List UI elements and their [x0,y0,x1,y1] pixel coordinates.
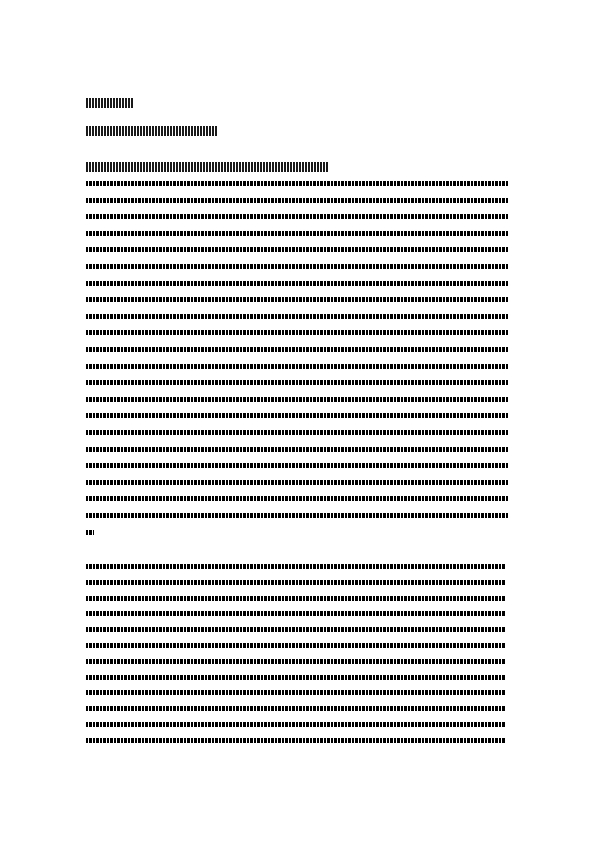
text-line [86,247,509,252]
text-line [86,380,509,385]
text-line [86,496,509,501]
text-line [86,611,506,616]
text-line [86,397,509,402]
text-line [86,722,506,727]
text-line [86,181,509,186]
text-line [86,314,509,319]
text-line [86,447,509,452]
section-heading-label [86,172,87,173]
text-line [86,675,506,680]
text-line [86,364,509,369]
header-line-2 [86,126,218,136]
section-heading-text [86,162,328,172]
text-line [86,413,509,418]
text-line [86,264,509,269]
text-line [86,690,506,695]
header-line-2-label [86,136,87,137]
text-line [86,596,506,601]
text-line [86,627,506,632]
text-line [86,580,506,585]
text-line [86,430,509,435]
text-line [86,297,509,302]
text-line [86,281,509,286]
text-line [86,330,509,335]
text-line [86,463,509,468]
text-line [86,643,506,648]
text-line [86,480,509,485]
header-line-1-text [86,98,134,108]
text-line [86,564,506,569]
header-line-2-text [86,126,218,136]
header-line-1-label [86,108,87,109]
text-line [86,738,506,743]
text-line [86,198,509,203]
text-line [86,231,509,236]
text-line [86,706,506,711]
text-line [86,347,509,352]
text-line [86,513,509,518]
text-line [86,214,509,219]
header-line-1 [86,98,134,108]
text-line [86,659,506,664]
section-heading [86,162,328,172]
text-line [86,530,94,535]
